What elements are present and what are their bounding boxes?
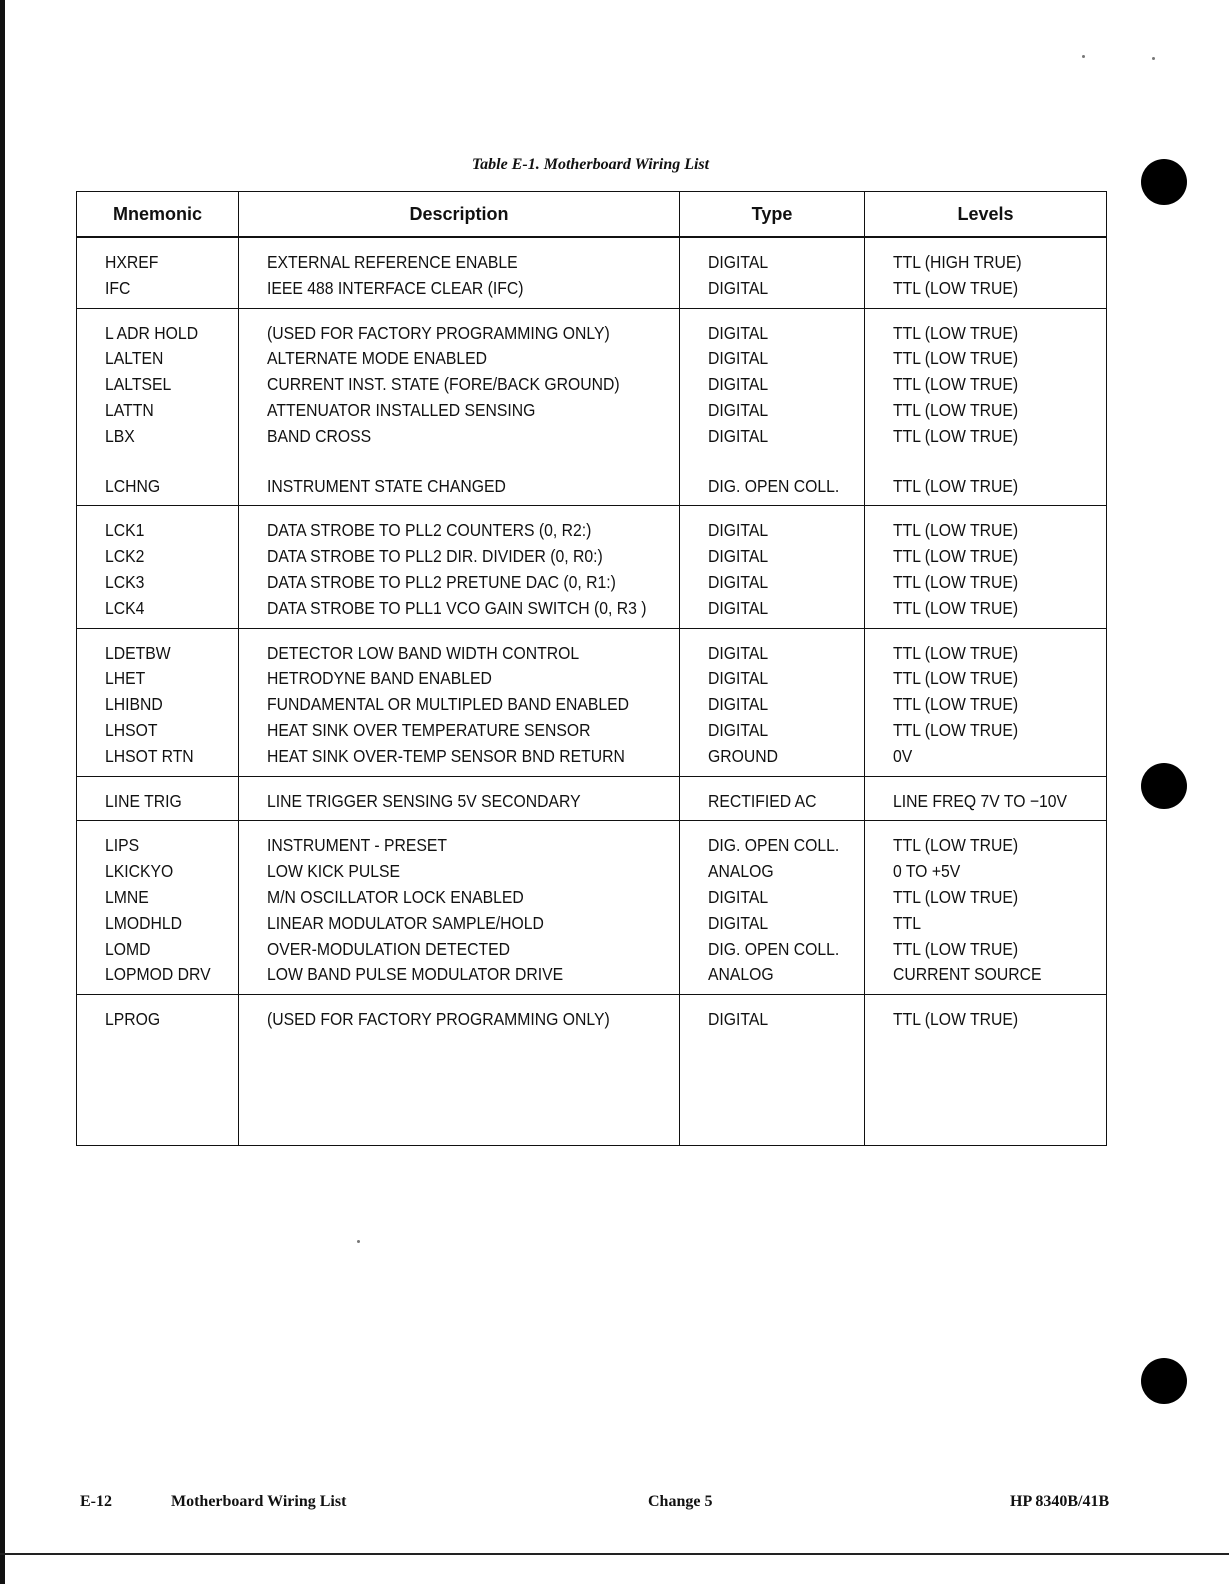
mnemonic-value: LCK1 — [105, 520, 145, 541]
mnemonic-value: LCK2 — [105, 546, 145, 567]
description-value: LOW KICK PULSE — [267, 861, 401, 882]
levels-cell — [865, 821, 1107, 995]
levels-value: TTL (LOW TRUE) — [893, 475, 1019, 496]
type-value: DIGITAL — [708, 348, 769, 369]
mnemonic-value: LCK4 — [105, 597, 145, 618]
type-value: ANALOG — [708, 861, 774, 882]
table-row-group — [77, 628, 1107, 776]
levels-cell — [865, 628, 1107, 776]
description-value: HETRODYNE BAND ENABLED — [267, 668, 492, 689]
header-description: Description — [239, 192, 680, 238]
row-gap — [105, 450, 238, 474]
description-value: LOW BAND PULSE MODULATOR DRIVE — [267, 964, 564, 985]
mnemonic-value: LKICKYO — [105, 861, 174, 882]
levels-cell — [865, 237, 1107, 308]
mnemonic-value: LBX — [105, 425, 135, 446]
description-value: EXTERNAL REFERENCE ENABLE — [267, 252, 518, 272]
levels-value: CURRENT SOURCE — [893, 964, 1042, 985]
levels-value: LINE FREQ 7V TO −10V — [893, 790, 1068, 811]
mnemonic-value: LIPS — [105, 835, 140, 856]
type-value: DIGITAL — [708, 597, 769, 618]
description-value: DATA STROBE TO PLL2 DIR. DIVIDER (0, R0:) — [267, 546, 603, 567]
table-header-row — [77, 192, 1107, 238]
type-value: DIGITAL — [708, 694, 769, 715]
description-value: BAND CROSS — [267, 425, 372, 446]
description-value: IEEE 488 INTERFACE CLEAR (IFC) — [267, 277, 524, 298]
mnemonic-cell — [77, 628, 239, 776]
type-value: DIGITAL — [708, 520, 769, 541]
binder-hole-bottom — [1141, 1358, 1187, 1404]
description-value: (USED FOR FACTORY PROGRAMMING ONLY) — [267, 1009, 610, 1030]
mnemonic-cell — [77, 995, 239, 1146]
mnemonic-cell — [77, 821, 239, 995]
table-row-group — [77, 506, 1107, 628]
type-cell — [680, 506, 865, 628]
type-cell — [680, 237, 865, 308]
description-value: DATA STROBE TO PLL1 VCO GAIN SWITCH (0, R3 ) — [267, 597, 647, 618]
table-caption: Table E-1. Motherboard Wiring List — [471, 156, 710, 173]
header-type: Type — [680, 192, 865, 238]
description-value: ALTERNATE MODE ENABLED — [267, 348, 487, 369]
type-value: DIGITAL — [708, 912, 769, 933]
mnemonic-value: LHIBND — [105, 694, 163, 715]
page-left-edge — [0, 0, 5, 1584]
type-value: DIGITAL — [708, 546, 769, 567]
header-mnemonic: Mnemonic — [77, 192, 239, 238]
wiring-table — [76, 191, 1107, 1146]
type-value: DIGITAL — [708, 252, 769, 272]
type-value: DIGITAL — [708, 886, 769, 907]
type-value: DIG. OPEN COLL. — [708, 475, 840, 496]
type-value: DIGITAL — [708, 277, 769, 298]
levels-value: TTL (LOW TRUE) — [893, 938, 1019, 959]
description-cell — [239, 506, 680, 628]
type-cell — [680, 628, 865, 776]
mnemonic-value: LMODHLD — [105, 912, 183, 933]
row-gap — [893, 450, 1106, 474]
mnemonic-value: LOPMOD DRV — [105, 964, 211, 985]
mnemonic-value: IFC — [105, 277, 131, 298]
table-row-group — [77, 237, 1107, 308]
mnemonic-cell — [77, 308, 239, 506]
type-value: DIGITAL — [708, 642, 769, 663]
type-value: DIGITAL — [708, 719, 769, 740]
levels-value: TTL (LOW TRUE) — [893, 520, 1019, 541]
mnemonic-value: LHSOT RTN — [105, 745, 194, 766]
type-value: DIG. OPEN COLL. — [708, 835, 840, 856]
description-value: HEAT SINK OVER-TEMP SENSOR BND RETURN — [267, 745, 625, 766]
footer-section-title: Motherboard Wiring List — [171, 1493, 347, 1510]
table-row-group — [77, 995, 1107, 1146]
footer-page-number: E-12 — [80, 1493, 112, 1510]
footer-model: HP 8340B/41B — [1010, 1493, 1110, 1510]
levels-value: TTL (LOW TRUE) — [893, 668, 1019, 689]
type-value: DIGITAL — [708, 425, 769, 446]
mnemonic-value: LHET — [105, 668, 146, 689]
type-value: DIGITAL — [708, 322, 769, 343]
levels-cell — [865, 506, 1107, 628]
levels-value: TTL — [893, 912, 922, 933]
type-value: DIGITAL — [708, 374, 769, 395]
levels-value: TTL (LOW TRUE) — [893, 1009, 1019, 1030]
type-value: ANALOG — [708, 964, 774, 985]
levels-value: TTL (HIGH TRUE) — [893, 252, 1022, 272]
description-value: (USED FOR FACTORY PROGRAMMING ONLY) — [267, 322, 610, 343]
levels-value: TTL (LOW TRUE) — [893, 546, 1019, 567]
type-value: DIGITAL — [708, 668, 769, 689]
type-value: GROUND — [708, 745, 779, 766]
table-row-group — [77, 821, 1107, 995]
levels-value: 0V — [893, 745, 913, 766]
row-gap — [708, 450, 864, 474]
row-gap — [267, 450, 679, 474]
type-cell — [680, 995, 865, 1146]
mnemonic-value: LDETBW — [105, 642, 171, 663]
type-value: DIGITAL — [708, 571, 769, 592]
description-value: OVER-MODULATION DETECTED — [267, 938, 510, 959]
type-cell — [680, 776, 865, 821]
page-bottom-edge — [0, 1553, 1229, 1555]
mnemonic-value: LATTN — [105, 399, 154, 420]
description-value: LINE TRIGGER SENSING 5V SECONDARY — [267, 790, 581, 811]
mnemonic-value: LALTSEL — [105, 374, 172, 395]
mnemonic-cell — [77, 506, 239, 628]
levels-value: TTL (LOW TRUE) — [893, 374, 1019, 395]
description-value: M/N OSCILLATOR LOCK ENABLED — [267, 886, 524, 907]
binder-hole-middle — [1141, 763, 1187, 809]
description-value: INSTRUMENT STATE CHANGED — [267, 475, 506, 496]
mnemonic-value: LALTEN — [105, 348, 164, 369]
mnemonic-value: LCHNG — [105, 475, 161, 496]
mnemonic-value: LCK3 — [105, 571, 145, 592]
levels-value: TTL (LOW TRUE) — [893, 348, 1019, 369]
description-value: INSTRUMENT - PRESET — [267, 835, 447, 856]
mnemonic-cell — [77, 237, 239, 308]
mnemonic-value: L ADR HOLD — [105, 322, 199, 343]
levels-cell — [865, 776, 1107, 821]
description-value: DETECTOR LOW BAND WIDTH CONTROL — [267, 642, 580, 663]
description-cell — [239, 237, 680, 308]
levels-value: TTL (LOW TRUE) — [893, 694, 1019, 715]
levels-value: TTL (LOW TRUE) — [893, 277, 1019, 298]
description-cell — [239, 821, 680, 995]
type-value: RECTIFIED AC — [708, 790, 817, 811]
description-value: ATTENUATOR INSTALLED SENSING — [267, 399, 536, 420]
mnemonic-value: LMNE — [105, 886, 149, 907]
description-value: FUNDAMENTAL OR MULTIPLED BAND ENABLED — [267, 694, 630, 715]
levels-value: TTL (LOW TRUE) — [893, 571, 1019, 592]
scan-speck — [1082, 55, 1085, 58]
type-value: DIGITAL — [708, 1009, 769, 1030]
description-cell — [239, 995, 680, 1146]
mnemonic-value: LOMD — [105, 938, 151, 959]
description-value: CURRENT INST. STATE (FORE/BACK GROUND) — [267, 374, 620, 395]
header-levels: Levels — [865, 192, 1107, 238]
levels-cell — [865, 995, 1107, 1146]
levels-value: TTL (LOW TRUE) — [893, 642, 1019, 663]
description-value: HEAT SINK OVER TEMPERATURE SENSOR — [267, 719, 591, 740]
type-value: DIGITAL — [708, 399, 769, 420]
type-cell — [680, 821, 865, 995]
type-value: DIG. OPEN COLL. — [708, 938, 840, 959]
mnemonic-value: LINE TRIG — [105, 790, 182, 811]
levels-cell — [865, 308, 1107, 506]
table-body — [77, 237, 1107, 1146]
mnemonic-cell — [77, 776, 239, 821]
levels-value: TTL (LOW TRUE) — [893, 719, 1019, 740]
levels-value: TTL (LOW TRUE) — [893, 886, 1019, 907]
table-row-group — [77, 776, 1107, 821]
scan-speck — [357, 1240, 360, 1243]
table-row-group — [77, 308, 1107, 506]
levels-value: TTL (LOW TRUE) — [893, 425, 1019, 446]
scan-speck — [1152, 57, 1155, 60]
mnemonic-value: LHSOT — [105, 719, 158, 740]
levels-value: TTL (LOW TRUE) — [893, 399, 1019, 420]
levels-value: TTL (LOW TRUE) — [893, 322, 1019, 343]
description-cell — [239, 308, 680, 506]
description-cell — [239, 628, 680, 776]
type-cell — [680, 308, 865, 506]
description-cell — [239, 776, 680, 821]
levels-value: TTL (LOW TRUE) — [893, 597, 1019, 618]
levels-value: TTL (LOW TRUE) — [893, 835, 1019, 856]
mnemonic-value: HXREF — [105, 252, 159, 272]
levels-value: 0 TO +5V — [893, 861, 961, 882]
description-value: DATA STROBE TO PLL2 PRETUNE DAC (0, R1:) — [267, 571, 616, 592]
mnemonic-value: LPROG — [105, 1009, 161, 1030]
description-value: DATA STROBE TO PLL2 COUNTERS (0, R2:) — [267, 520, 592, 541]
footer-change: Change 5 — [648, 1493, 713, 1510]
description-value: LINEAR MODULATOR SAMPLE/HOLD — [267, 912, 544, 933]
